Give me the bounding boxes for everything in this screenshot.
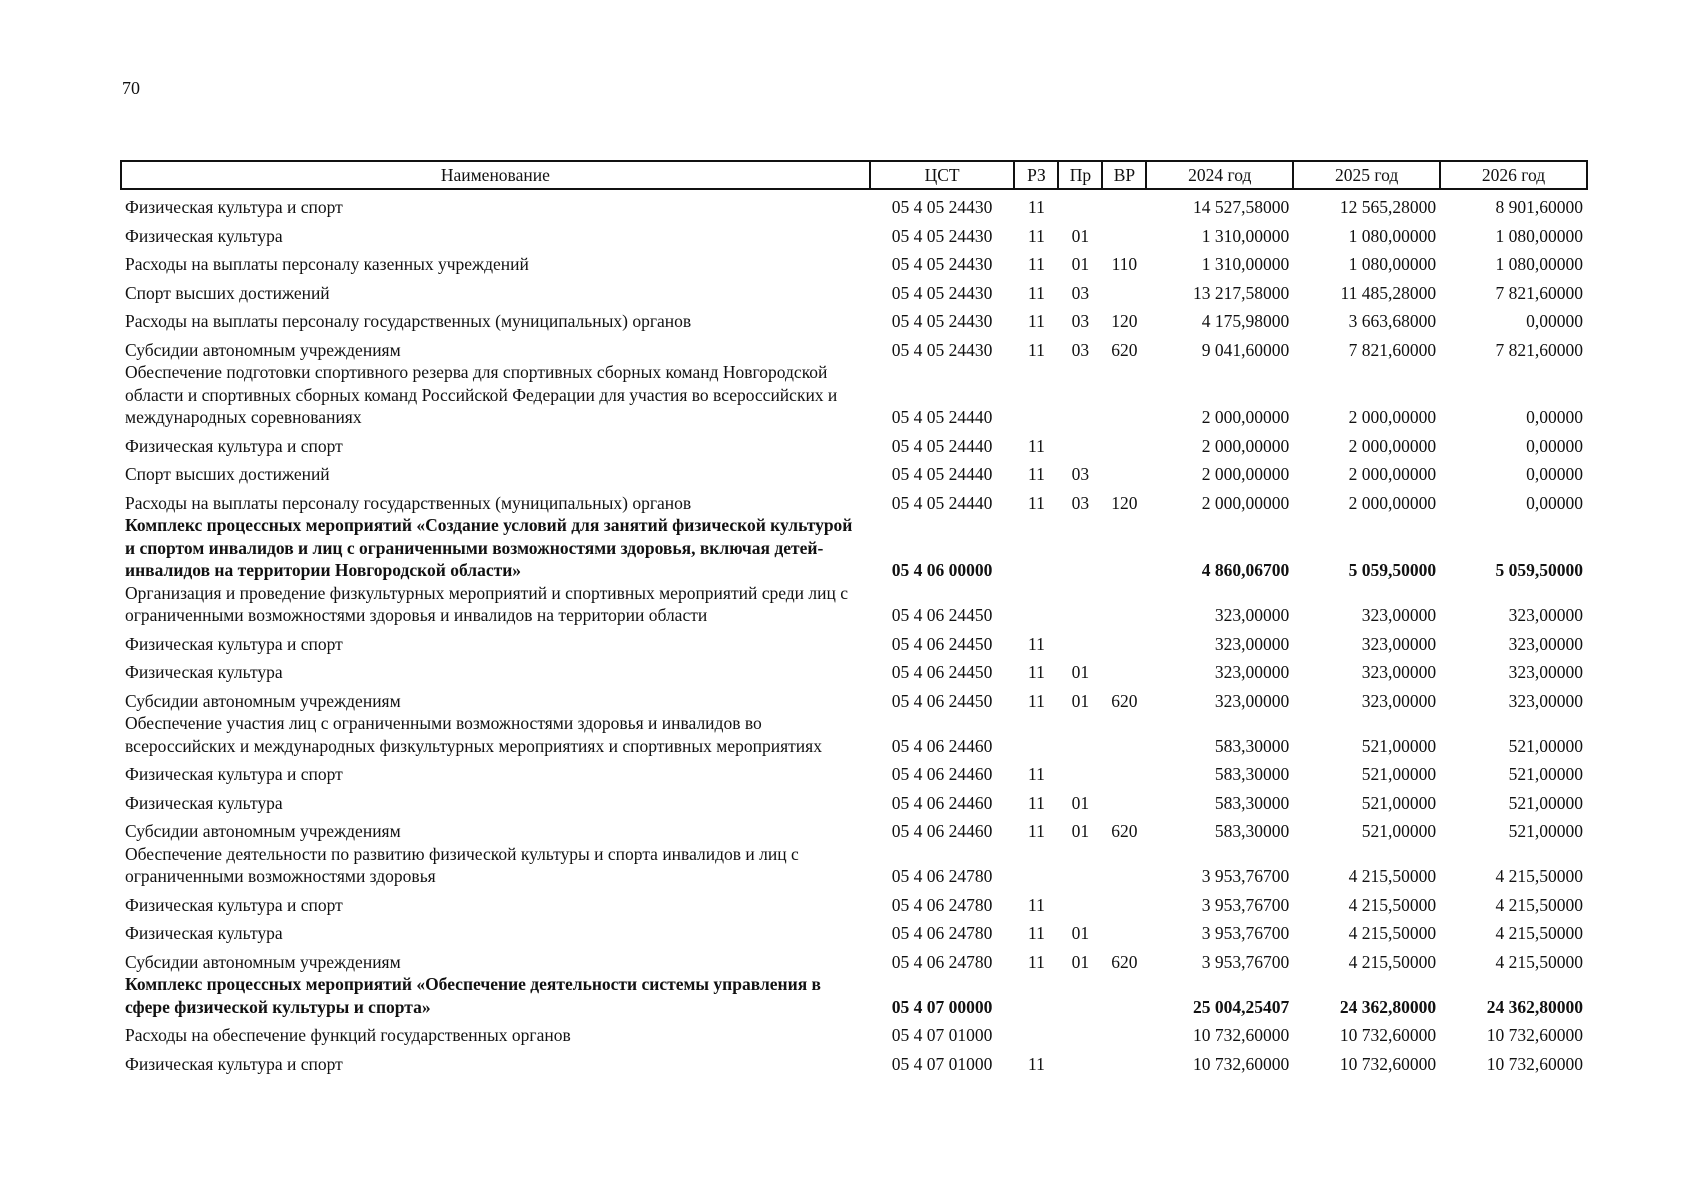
table-row xyxy=(121,514,1587,582)
cell-cst: 05 4 06 24460 xyxy=(891,821,993,841)
cell-2025: 10 732,60000 xyxy=(1339,1025,1437,1045)
cell-vr xyxy=(1102,361,1146,429)
cell-cst: 05 4 06 24460 xyxy=(891,764,993,784)
cell-name: Организация и проведение физкультурных мероприятий и спортивных мероприятий среди лиц с ограниченными возможностями здоровья и инвалидов на территории области xyxy=(125,582,849,625)
cell-name: Комплекс процессных мероприятий «Обеспечение деятельности системы управления в сфере физической культуры и спорта» xyxy=(125,974,822,1017)
cell-2025: 521,00000 xyxy=(1361,764,1437,784)
cell-name: Расходы на выплаты персоналу государственных (муниципальных) органов xyxy=(125,311,692,331)
cell-2026: 24 362,80000 xyxy=(1486,996,1583,1017)
cell-pr: 01 xyxy=(1071,690,1090,711)
cell-name: Физическая культура и спорт xyxy=(125,435,343,456)
cell-2026: 0,00000 xyxy=(1526,435,1583,456)
cell-2026: 521,00000 xyxy=(1508,792,1583,813)
cell-2026: 4 215,50000 xyxy=(1495,951,1583,972)
cell-cst: 05 4 07 01000 xyxy=(891,1025,993,1045)
cell-cst: 05 4 06 24460 xyxy=(891,792,993,813)
table-row xyxy=(121,457,1587,486)
cell-2024: 1 310,00000 xyxy=(1201,254,1290,274)
cell-name: Физическая культура и спорт xyxy=(125,197,343,217)
cell-pr: 01 xyxy=(1071,254,1090,274)
cell-rz xyxy=(1014,712,1058,757)
cell-rz xyxy=(1014,361,1058,429)
cell-vr xyxy=(1102,916,1146,945)
cell-name: Физическая культура xyxy=(125,225,283,246)
table-row xyxy=(121,843,1587,888)
cell-vr xyxy=(1102,514,1146,582)
cell-pr xyxy=(1058,1047,1102,1076)
cell-2024: 2 000,00000 xyxy=(1201,492,1290,513)
cell-vr xyxy=(1102,627,1146,656)
cell-name: Расходы на обеспечение функций государственных органов xyxy=(125,1025,571,1045)
table-row xyxy=(121,219,1587,248)
cell-vr xyxy=(1102,1018,1146,1047)
cell-2024: 323,00000 xyxy=(1214,690,1290,711)
cell-2026: 1 080,00000 xyxy=(1495,254,1583,274)
table-header-row xyxy=(121,161,1587,189)
table-row xyxy=(121,333,1587,362)
cell-vr xyxy=(1102,1047,1146,1076)
cell-vr xyxy=(1102,973,1146,1018)
budget-table xyxy=(120,160,1588,1075)
cell-2024: 25 004,25407 xyxy=(1192,996,1290,1017)
cell-cst: 05 4 06 00000 xyxy=(891,560,993,580)
cell-rz xyxy=(1014,973,1058,1018)
cell-name: Субсидии автономным учреждениям xyxy=(125,690,401,711)
cell-cst: 05 4 05 24430 xyxy=(891,254,993,274)
cell-pr: 03 xyxy=(1071,311,1090,331)
cell-pr: 01 xyxy=(1071,821,1090,841)
cell-vr: 620 xyxy=(1111,339,1138,360)
table-row xyxy=(121,786,1587,815)
cell-rz: 11 xyxy=(1028,951,1045,972)
cell-rz: 11 xyxy=(1028,254,1045,274)
cell-vr: 620 xyxy=(1111,951,1138,972)
cell-2024: 583,30000 xyxy=(1214,764,1290,784)
cell-rz: 11 xyxy=(1028,764,1045,784)
cell-rz: 11 xyxy=(1028,923,1045,943)
cell-rz: 11 xyxy=(1028,821,1045,841)
header-2026: 2026 год xyxy=(1440,161,1587,189)
cell-vr xyxy=(1102,457,1146,486)
cell-2025: 323,00000 xyxy=(1361,662,1437,682)
cell-pr: 01 xyxy=(1071,792,1090,813)
table-row xyxy=(121,361,1587,429)
cell-cst: 05 4 05 24430 xyxy=(891,339,993,360)
cell-2025: 323,00000 xyxy=(1361,690,1437,711)
cell-2025: 2 000,00000 xyxy=(1348,464,1437,484)
cell-cst: 05 4 05 24440 xyxy=(891,407,993,427)
cell-vr: 620 xyxy=(1111,690,1138,711)
cell-rz xyxy=(1014,1018,1058,1047)
header-2024: 2024 год xyxy=(1146,161,1293,189)
table-row xyxy=(121,627,1587,656)
header-cst: ЦСТ xyxy=(870,161,1015,189)
cell-pr: 01 xyxy=(1071,923,1090,943)
table-row xyxy=(121,712,1587,757)
cell-2026: 0,00000 xyxy=(1526,407,1583,427)
cell-2025: 4 215,50000 xyxy=(1348,894,1437,915)
cell-cst: 05 4 05 24440 xyxy=(891,435,993,456)
cell-cst: 05 4 05 24430 xyxy=(891,311,993,331)
cell-vr xyxy=(1102,786,1146,815)
cell-2025: 4 215,50000 xyxy=(1348,866,1437,886)
header-name: Наименование xyxy=(121,161,870,189)
cell-pr: 01 xyxy=(1071,662,1090,682)
cell-cst: 05 4 06 24450 xyxy=(891,605,993,625)
cell-pr xyxy=(1058,712,1102,757)
cell-vr xyxy=(1102,757,1146,786)
cell-name: Спорт высших достижений xyxy=(125,464,330,484)
cell-vr: 620 xyxy=(1111,821,1138,841)
cell-2025: 521,00000 xyxy=(1361,821,1437,841)
cell-cst: 05 4 06 24780 xyxy=(891,866,993,886)
cell-2026: 4 215,50000 xyxy=(1495,923,1583,943)
cell-rz: 11 xyxy=(1028,282,1045,303)
cell-vr xyxy=(1102,582,1146,627)
cell-rz: 11 xyxy=(1028,339,1045,360)
cell-2024: 583,30000 xyxy=(1214,821,1290,841)
header-pr: Пр xyxy=(1058,161,1102,189)
cell-2025: 12 565,28000 xyxy=(1339,197,1437,217)
cell-2026: 323,00000 xyxy=(1508,633,1583,654)
cell-rz: 11 xyxy=(1028,633,1045,654)
cell-2026: 323,00000 xyxy=(1508,690,1583,711)
cell-2024: 323,00000 xyxy=(1214,662,1290,682)
table-row xyxy=(121,684,1587,713)
cell-rz: 11 xyxy=(1028,792,1045,813)
cell-vr xyxy=(1102,655,1146,684)
cell-2026: 0,00000 xyxy=(1526,492,1583,513)
cell-2026: 0,00000 xyxy=(1526,464,1583,484)
cell-name: Физическая культура xyxy=(125,923,283,943)
table-row xyxy=(121,814,1587,843)
cell-name: Комплекс процессных мероприятий «Создание условий для занятий физической культурой и спортом инвалидов и лиц с ограниченными возможностями здоровья, включая детей-инвалидов на территории Новгородской области» xyxy=(125,515,853,580)
cell-name: Субсидии автономным учреждениям xyxy=(125,821,401,841)
cell-2024: 3 953,76700 xyxy=(1201,894,1290,915)
cell-pr: 01 xyxy=(1071,225,1090,246)
cell-pr: 03 xyxy=(1071,339,1090,360)
cell-2025: 521,00000 xyxy=(1361,792,1437,813)
cell-2024: 14 527,58000 xyxy=(1192,197,1290,217)
cell-pr xyxy=(1058,888,1102,917)
cell-name: Физическая культура xyxy=(125,792,283,813)
cell-cst: 05 4 06 24450 xyxy=(891,633,993,654)
table-row xyxy=(121,945,1587,974)
table-row xyxy=(121,973,1587,1018)
cell-pr xyxy=(1058,973,1102,1018)
cell-2024: 4 175,98000 xyxy=(1201,311,1290,331)
cell-cst: 05 4 06 24780 xyxy=(891,923,993,943)
cell-name: Физическая культура и спорт xyxy=(125,894,343,915)
cell-2024: 1 310,00000 xyxy=(1201,225,1290,246)
table-row xyxy=(121,429,1587,458)
cell-2026: 521,00000 xyxy=(1508,735,1583,756)
cell-pr: 03 xyxy=(1071,492,1090,513)
table-row xyxy=(121,1047,1587,1076)
cell-name: Обеспечение деятельности по развитию физической культуры и спорта инвалидов и лиц с ограниченными возможностями здоровья xyxy=(125,843,799,886)
cell-cst: 05 4 05 24440 xyxy=(891,492,993,513)
table-row xyxy=(121,888,1587,917)
cell-pr xyxy=(1058,757,1102,786)
table-row xyxy=(121,757,1587,786)
cell-2024: 3 953,76700 xyxy=(1201,866,1290,886)
cell-name: Расходы на выплаты персоналу казенных учреждений xyxy=(125,254,529,274)
header-rz: РЗ xyxy=(1014,161,1058,189)
cell-pr: 03 xyxy=(1071,464,1090,484)
cell-vr xyxy=(1102,189,1146,219)
cell-2024: 323,00000 xyxy=(1214,605,1290,625)
cell-2026: 323,00000 xyxy=(1508,605,1583,625)
cell-2025: 4 215,50000 xyxy=(1348,951,1437,972)
cell-2025: 323,00000 xyxy=(1361,605,1437,625)
cell-2026: 7 821,60000 xyxy=(1495,339,1583,360)
cell-2026: 7 821,60000 xyxy=(1495,282,1583,303)
cell-name: Субсидии автономным учреждениям xyxy=(125,951,401,972)
table-row xyxy=(121,189,1587,219)
cell-2025: 521,00000 xyxy=(1361,735,1437,756)
cell-cst: 05 4 05 24430 xyxy=(891,282,993,303)
cell-2024: 583,30000 xyxy=(1214,735,1290,756)
table-row xyxy=(121,304,1587,333)
cell-2026: 10 732,60000 xyxy=(1486,1053,1583,1074)
cell-rz: 11 xyxy=(1028,197,1045,217)
table-row xyxy=(121,582,1587,627)
cell-2026: 4 215,50000 xyxy=(1495,894,1583,915)
header-vr: ВР xyxy=(1102,161,1146,189)
cell-2025: 7 821,60000 xyxy=(1348,339,1437,360)
cell-name: Спорт высших достижений xyxy=(125,282,330,303)
cell-2025: 24 362,80000 xyxy=(1339,996,1437,1017)
cell-cst: 05 4 05 24430 xyxy=(891,197,993,217)
cell-2024: 10 732,60000 xyxy=(1192,1025,1290,1045)
cell-2024: 9 041,60000 xyxy=(1201,339,1290,360)
cell-cst: 05 4 06 24460 xyxy=(891,735,993,756)
cell-2026: 521,00000 xyxy=(1508,764,1583,784)
cell-name: Расходы на выплаты персоналу государственных (муниципальных) органов xyxy=(125,492,692,513)
cell-vr: 120 xyxy=(1111,492,1138,513)
cell-vr xyxy=(1102,843,1146,888)
cell-2024: 10 732,60000 xyxy=(1192,1053,1290,1074)
cell-2024: 583,30000 xyxy=(1214,792,1290,813)
cell-2025: 1 080,00000 xyxy=(1348,254,1437,274)
cell-2024: 3 953,76700 xyxy=(1201,951,1290,972)
cell-vr: 110 xyxy=(1111,254,1138,274)
cell-name: Физическая культура и спорт xyxy=(125,633,343,654)
table-row xyxy=(121,486,1587,515)
table-row xyxy=(121,276,1587,305)
cell-rz: 11 xyxy=(1028,1053,1045,1074)
cell-2025: 5 059,50000 xyxy=(1348,560,1437,580)
cell-2026: 1 080,00000 xyxy=(1495,225,1583,246)
cell-name: Физическая культура xyxy=(125,662,283,682)
cell-2025: 1 080,00000 xyxy=(1348,225,1437,246)
table-row xyxy=(121,916,1587,945)
cell-pr xyxy=(1058,429,1102,458)
cell-rz: 11 xyxy=(1028,894,1045,915)
cell-2024: 3 953,76700 xyxy=(1201,923,1290,943)
cell-rz: 11 xyxy=(1028,464,1045,484)
cell-cst: 05 4 07 00000 xyxy=(891,996,993,1017)
cell-2025: 2 000,00000 xyxy=(1348,492,1437,513)
cell-vr xyxy=(1102,712,1146,757)
cell-rz: 11 xyxy=(1028,492,1045,513)
cell-pr xyxy=(1058,361,1102,429)
cell-pr xyxy=(1058,189,1102,219)
cell-2026: 10 732,60000 xyxy=(1486,1025,1583,1045)
cell-vr xyxy=(1102,888,1146,917)
cell-2025: 10 732,60000 xyxy=(1339,1053,1437,1074)
cell-vr xyxy=(1102,276,1146,305)
cell-pr xyxy=(1058,582,1102,627)
cell-name: Обеспечение подготовки спортивного резерва для спортивных сборных команд Новгородской области и спортивных сборных команд Российской Федерации для участия во всероссийских и международных соревнованиях xyxy=(125,362,838,427)
cell-2025: 11 485,28000 xyxy=(1340,282,1437,303)
cell-rz: 11 xyxy=(1028,435,1045,456)
header-2025: 2025 год xyxy=(1293,161,1440,189)
cell-cst: 05 4 07 01000 xyxy=(891,1053,993,1074)
cell-2024: 13 217,58000 xyxy=(1192,282,1290,303)
table-row xyxy=(121,655,1587,684)
cell-rz: 11 xyxy=(1028,690,1045,711)
cell-2025: 323,00000 xyxy=(1361,633,1437,654)
cell-cst: 05 4 06 24450 xyxy=(891,690,993,711)
cell-pr: 01 xyxy=(1071,951,1090,972)
cell-pr xyxy=(1058,1018,1102,1047)
cell-name: Обеспечение участия лиц с ограниченными возможностями здоровья и инвалидов во всероссийских и международных физкультурных мероприятиях и спортивных мероприятиях xyxy=(125,713,822,756)
cell-2024: 2 000,00000 xyxy=(1201,435,1290,456)
cell-pr xyxy=(1058,843,1102,888)
cell-cst: 05 4 06 24780 xyxy=(891,951,993,972)
table-row xyxy=(121,247,1587,276)
cell-rz xyxy=(1014,514,1058,582)
cell-2024: 4 860,06700 xyxy=(1201,560,1290,580)
cell-pr xyxy=(1058,627,1102,656)
cell-rz xyxy=(1014,582,1058,627)
cell-vr xyxy=(1102,429,1146,458)
cell-rz xyxy=(1014,843,1058,888)
cell-2026: 323,00000 xyxy=(1508,662,1583,682)
cell-2026: 4 215,50000 xyxy=(1495,866,1583,886)
cell-rz: 11 xyxy=(1028,225,1045,246)
cell-2026: 5 059,50000 xyxy=(1495,560,1583,580)
cell-cst: 05 4 06 24780 xyxy=(891,894,993,915)
cell-2026: 521,00000 xyxy=(1508,821,1583,841)
cell-pr xyxy=(1058,514,1102,582)
table-row xyxy=(121,1018,1587,1047)
cell-2025: 4 215,50000 xyxy=(1348,923,1437,943)
cell-rz: 11 xyxy=(1028,662,1045,682)
cell-2024: 323,00000 xyxy=(1214,633,1290,654)
cell-2025: 3 663,68000 xyxy=(1348,311,1437,331)
cell-vr xyxy=(1102,219,1146,248)
table-body xyxy=(121,189,1587,1075)
cell-2025: 2 000,00000 xyxy=(1348,407,1437,427)
cell-cst: 05 4 05 24440 xyxy=(891,464,993,484)
cell-name: Физическая культура и спорт xyxy=(125,1053,343,1074)
cell-2024: 2 000,00000 xyxy=(1201,407,1290,427)
cell-cst: 05 4 05 24430 xyxy=(891,225,993,246)
cell-name: Субсидии автономным учреждениям xyxy=(125,339,401,360)
cell-rz: 11 xyxy=(1028,311,1045,331)
cell-pr: 03 xyxy=(1071,282,1090,303)
cell-vr: 120 xyxy=(1111,311,1138,331)
cell-2026: 0,00000 xyxy=(1526,311,1583,331)
page-number: 70 xyxy=(122,78,140,98)
cell-cst: 05 4 06 24450 xyxy=(891,662,993,682)
cell-name: Физическая культура и спорт xyxy=(125,764,343,784)
cell-2026: 8 901,60000 xyxy=(1495,197,1583,217)
cell-2024: 2 000,00000 xyxy=(1201,464,1290,484)
cell-2025: 2 000,00000 xyxy=(1348,435,1437,456)
